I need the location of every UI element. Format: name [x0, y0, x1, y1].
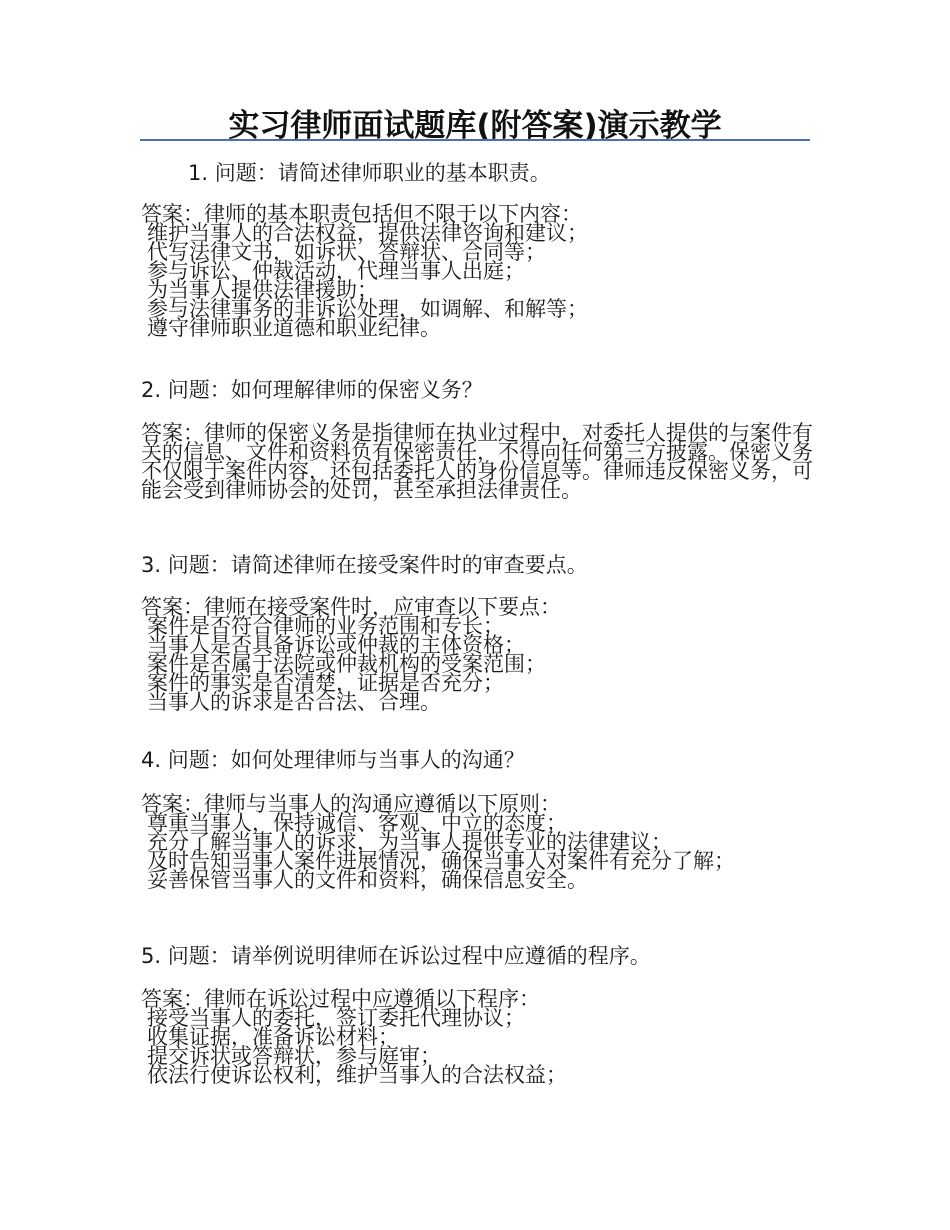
question-5: 5. 问题：请举例说明律师在诉讼过程中应遵循的程序。: [141, 944, 651, 968]
question-2: 2. 问题：如何理解律师的保密义务？: [141, 378, 483, 402]
answer-4-item: 妥善保管当事人的文件和资料，确保信息安全。: [147, 868, 588, 892]
answer-5: [141, 987, 813, 1087]
answer-5-item: 接受当事人的委托，签订委托代理协议；: [147, 1006, 525, 1030]
answer-2: [141, 421, 813, 502]
answer-3-item: 当事人是否具备诉讼或仲裁的主体资格；: [147, 633, 525, 657]
answer-1-item: 遵守律师职业道德和职业纪律。: [147, 316, 441, 340]
answer-5-item: 依法行使诉讼权利，维护当事人的合法权益；: [147, 1063, 567, 1087]
page-title: 实习律师面试题库(附答案)演示教学: [228, 108, 722, 144]
answer-3-item: 案件是否属于法院或仲裁机构的受案范围；: [147, 652, 546, 676]
answer-1-head: 答案：律师的基本职责包括但不限于以下内容：: [141, 202, 582, 226]
answer-1-item: 维护当事人的合法权益，提供法律咨询和建议；: [147, 221, 588, 245]
answer-1-item: 参与诉讼、仲裁活动，代理当事人出庭；: [147, 259, 525, 283]
question-1: 1. 问题：请简述律师职业的基本职责。: [188, 161, 551, 185]
answer-4-item: 及时告知当事人案件进展情况，确保当事人对案件有充分了解；: [147, 849, 735, 873]
answer-3: [141, 595, 813, 714]
answer-5-item: 提交诉状或答辩状，参与庭审；: [147, 1044, 441, 1068]
answer-2-paragraph: 答案：律师的保密义务是指律师在执业过程中，对委托人提供的与案件有关的信息、文件和资料负有保密责任，不得向任何第三方披露。保密义务不仅限于案件内容，还包括委托人的身份信息等。律师违反保密义务，可能会受到律师协会的处罚，甚至承担法律责任。: [141, 421, 813, 502]
answer-5-item: 收集证据，准备诉讼材料；: [147, 1025, 399, 1049]
answer-3-head: 答案：律师在接受案件时，应审查以下要点：: [141, 595, 561, 619]
question-3: 3. 问题：请简述律师在接受案件时的审查要点。: [141, 553, 588, 577]
answer-4-item: 充分了解当事人的诉求，为当事人提供专业的法律建议；: [147, 830, 672, 854]
answer-5-head: 答案：律师在诉讼过程中应遵循以下程序：: [141, 987, 540, 1011]
answer-1-item: 为当事人提供法律援助；: [147, 278, 378, 302]
answer-4-head: 答案：律师与当事人的沟通应遵循以下原则：: [141, 792, 561, 816]
answer-1-item: 参与法律事务的非诉讼处理，如调解、和解等；: [147, 297, 588, 321]
answer-4-item: 尊重当事人，保持诚信、客观、中立的态度；: [147, 811, 567, 835]
answer-1: [141, 202, 813, 340]
answer-3-item: 案件是否符合律师的业务范围和专长；: [147, 614, 504, 638]
question-4: 4. 问题：如何处理律师与当事人的沟通？: [141, 748, 525, 772]
answer-3-item: 当事人的诉求是否合法、合理。: [147, 690, 441, 714]
answer-4: [141, 792, 813, 892]
answer-3-item: 案件的事实是否清楚，证据是否充分；: [147, 671, 504, 695]
title-underline: [140, 139, 810, 141]
answer-1-item: 代写法律文书，如诉状、答辩状、合同等；: [147, 240, 546, 264]
